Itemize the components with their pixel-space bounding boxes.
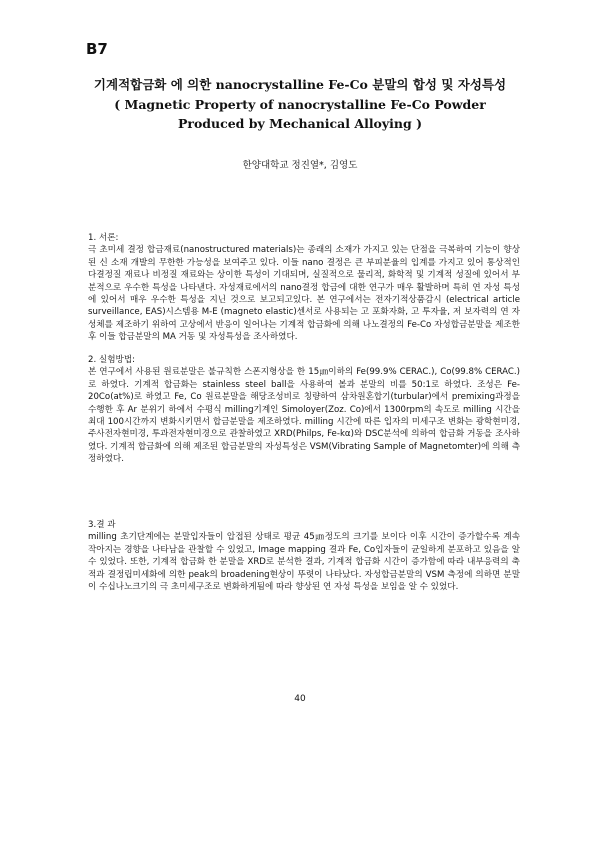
section-heading: 1. 서론: [88,233,119,243]
section-methods [88,354,520,466]
session-code: B7 [86,40,108,58]
section-body: milling 초기단계에는 분말입자들이 압접된 상태로 평균 45㎛정도의 크기를 보이다 이후 시간이 증가할수록 계속 작아지는 경향을 나타남을 관찰할 수 있었고, Image mapping 결과 Fe, Co입자들이 균일하게 분포하고 있음을 알 수 있었다. 또한, 기계적 합금화 한 분말을 XRD로 분석한 결과, 기계적 합금화 시간이 증가함에 따라 내부응력의 축적과 결정립미세화에 의한 peak의 broadening현상이 뚜렷이 나타났다. 자성합금분말의 VSM 측정에 의하면 분말이 수십나노크기의 극 초미세구조로 변화하게됨에 따라 향상된 연 자성 특성을 보임을 알 수 있었다. [88,532,520,593]
section-heading: 3.결 과 [88,520,116,530]
page-number: 40 [294,694,306,704]
title-english-line1: ( Magnetic Property of nanocrystalline Fe-Co Powder [114,97,486,112]
authors: 한양대학교 정진열*, 김영도 [242,160,358,171]
title-english-line2: Produced by Mechanical Alloying ) [177,116,423,131]
section-introduction [88,232,520,344]
section-results [88,519,520,593]
title-korean: 기계적합금화 에 의한 nanocrystalline Fe-Co 분말의 합성 및 자성특성 [93,77,507,92]
section-body: 본 연구에서 사용된 원료분말은 불규칙한 스폰지형상을 한 15㎛이하의 Fe(99.9% CERAC.), Co(99.8% CERAC.)로 하였다. 기계적 합금화는 stainless steel ball을 사용하여 볼과 분말의 비를 50:1로 하였다. 조성은 Fe-20Co(at%)로 하였고 Fe, Co 원료분말을 해당조성비로 칭량하여 삼차원혼합기(turbular)에서 premixing과정을 수행한 후 Ar 분위기 하에서 수평식 milling기계인 Simoloyer(Zoz. Co)에서 1300rpm의 속도로 milling 시간을 최대 100시간까지 변화시키면서 합금분말을 제조하였다. milling 시간에 따른 입자의 미세구조 변화는 광학현미경, 주사전자현미경, 투과전자현미경으로 관찰하였고 XRD(Philps, Fe-kα)와 DSC분석에 의하여 합금화 거동을 조사하였다. 기계적 합금화에 의해 제조된 합금분말의 자성특성은 VSM(Vibrating Sample of Magnetomter)에 의해 측정하였다. [88,367,520,465]
section-heading: 2. 실험방법: [88,355,136,365]
section-body: 극 초미세 결정 합금재료(nanostructured materials)는 종래의 소재가 가지고 있는 단점을 극복하여 기능이 향상된 신 소재 개발의 무한한 가능성을 보여주고 있다. 이들 nano 결정은 큰 부피분율의 입계를 가지고 있어 통상적인 다결정질 재료나 비정질 재료와는 상이한 특성이 기대되며, 실질적으로 물리적, 화학적 및 기계적 성질에 있어서 부분적으로 우수한 특성을 나타낸다. 자성재료에서의 nano결정 합금에 대한 연구가 매우 활발하며 특히 연 자성 특성에 있어서 매우 우수한 특성을 지닌 것으로 보고되고있다. 본 연구에서는 전자기적상품감시 (electrical article surveillance, EAS)시스템용 M-E (magneto elastic)센서로 사용되는 고 포화자화, 고 투자율, 저 보자력의 연 자성체를 제조하기 위하여 고상에서 반응이 일어나는 기계적 합금화에 의해 나노결정의 Fe-Co 자성합금분말을 제조한 후 이들 합금분말의 MA 거동 및 자성특성을 조사하였다. [88,245,520,343]
